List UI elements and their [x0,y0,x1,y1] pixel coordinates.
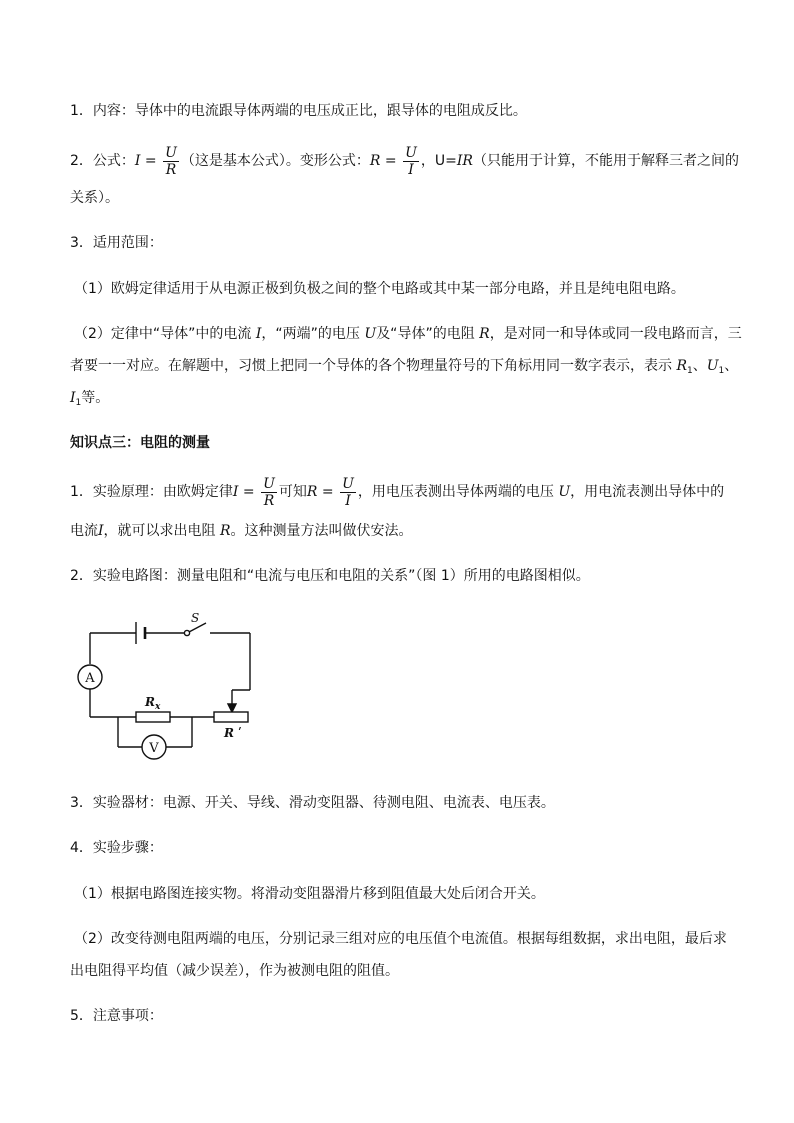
paragraph-scope-2-line2: 者要一一对应。在解题中，习惯上把同一个导体的各个物理量符号的下角标用同一数字表示，表示 $R_1$、$U_1$、 [70,358,739,376]
paragraph-principle-line2: 电流I，就可以求出电阻 R。这种测量方法叫做伏安法。 [70,523,413,539]
ammeter-label: A [85,671,95,686]
paragraph-step-2: （2）改变待测电阻两端的电压，分别记录三组对应的电压值个电流值。根据每组数据，求出电阻，最后求 [74,931,727,947]
formula-basic: I = $\frac{U}{R}$ [134,144,177,178]
switch-pivot [184,630,189,635]
voltmeter-label: V [149,741,159,756]
paragraph-ohm-law-content: 1．内容：导体中的电流跟导体两端的电压成正比，跟导体的电阻成反比。 [70,103,527,119]
slider-arrow-head [228,704,236,712]
paragraph-equipment: 3．实验器材：电源、开关、导线、滑动变阻器、待测电阻、电流表、电压表。 [70,795,555,811]
formula-basic-2: I = $\frac{U}{R}$ [232,475,275,509]
paragraph-notes-heading: 5．注意事项： [70,1008,163,1024]
switch-label: S [191,611,200,625]
rx-label: $R_x$ [145,695,161,712]
paragraph-scope-1: （1）欧姆定律适用于从电源正极到负极之间的整个电路或其中某一部分电路，并且是纯电阻电路。 [74,281,685,297]
rheostat-rprime [214,712,248,722]
paragraph-formula-line2: 关系）。 [70,190,119,206]
rprime-label: R ʹ [224,726,242,740]
paragraph-circuit-description: 2．实验电路图：测量电阻和“电流与电压和电阻的关系”（图 1）所用的电路图相似。 [70,568,590,584]
paragraph-scope-heading: 3．适用范围： [70,235,163,251]
formula-derived: R = $\frac{U}{I}$ [369,144,417,178]
section-heading-resistance-measurement: 知识点三：电阻的测量 [70,435,210,451]
circuit-diagram [70,608,270,768]
paragraph-scope-2: （2）定律中“导体”中的电流 I，“两端”的电压 U及“导体”的电阻 R，是对同一和导体或同一段电路而言，三 [74,326,742,342]
formula-derived-2: R = $\frac{U}{I}$ [306,475,354,509]
paragraph-steps-heading: 4．实验步骤： [70,840,163,856]
paragraph-principle: 1．实验原理：由欧姆定律I = $\frac{U}{R}$ 可知R = $\frac{U}{I}$ ，用电压表测出导体两端的电压 U，用电流表测出导体中的 [70,475,725,509]
paragraph-formula: 2．公式：I = $\frac{U}{R}$ （这是基本公式）。变形公式：R = $\frac{U}{I}$ ，U=IR（只能用于计算，不能用于解释三者之间的 [70,144,739,178]
paragraph-step-2-line2: 出电阻得平均值（减少误差），作为被测电阻的阻值。 [70,963,399,979]
paragraph-step-1: （1）根据电路图连接实物。将滑动变阻器滑片移到阻值最大处后闭合开关。 [74,886,545,902]
resistor-rx [136,712,170,722]
paragraph-scope-2-line3: $I_1$等。 [70,390,110,408]
